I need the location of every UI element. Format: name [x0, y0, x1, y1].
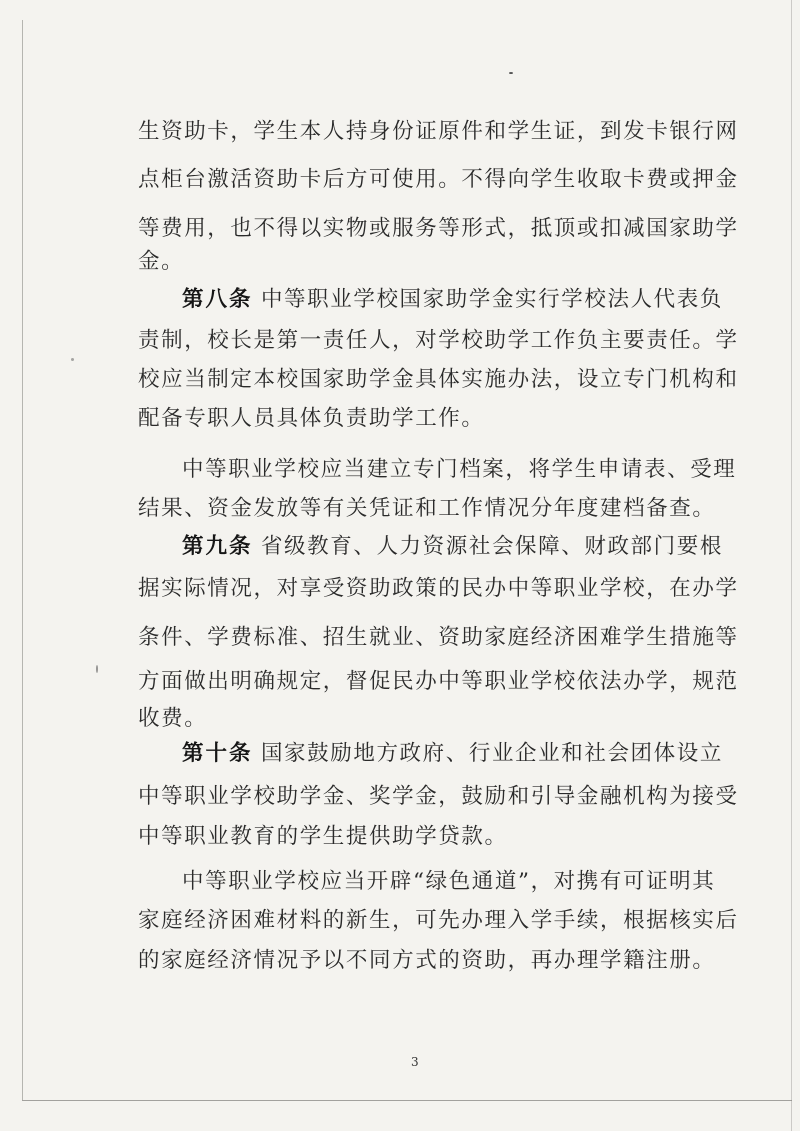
article-label: 第九条: [182, 534, 253, 559]
article-label: 第八条: [182, 287, 253, 312]
text-line: 条件、学费标准、招生就业、资助家庭经济困难学生措施等: [138, 625, 739, 650]
article-label: 第十条: [182, 741, 253, 766]
text-line: 责制，校长是第一责任人，对学校助学工作负主要责任。学: [138, 328, 739, 353]
text-line: 结果、资金发放等有关凭证和工作情况分年度建档备查。: [138, 496, 716, 521]
text-line: 中等职业学校助学金、奖学金，鼓励和引导金融机构为接受: [138, 784, 739, 809]
text-line: 金。: [138, 249, 185, 274]
text-line: 收费。: [138, 706, 208, 731]
text-line: 的家庭经济情况予以不同方式的资助，再办理学籍注册。: [138, 948, 716, 973]
text-line: 等费用，也不得以实物或服务等形式，抵顶或扣减国家助学: [138, 216, 739, 241]
scan-edge-left: [22, 20, 23, 1100]
text-line: 家庭经济困难材料的新生，可先办理入学手续，根据核实后: [138, 908, 739, 933]
text-line: 配备专职人员具体负责助学工作。: [138, 406, 485, 431]
text-line: 生资助卡，学生本人持身份证原件和学生证，到发卡银行网: [138, 119, 739, 144]
scan-edge-right: [791, 0, 792, 1131]
text-line: 校应当制定本校国家助学金具体实施办法，设立专门机构和: [138, 367, 739, 392]
text-line: 据实际情况，对享受资助政策的民办中等职业学校，在办学: [138, 576, 739, 601]
article-9-line: 第九条 省级教育、人力资源社会保障、财政部门要根: [182, 534, 723, 559]
page-number: 3: [411, 1055, 419, 1069]
text-line: 中等职业教育的学生提供助学贷款。: [138, 824, 508, 849]
scan-speck: [509, 72, 513, 74]
text-line: 方面做出明确规定，督促民办中等职业学校依法办学，规范: [138, 669, 739, 694]
scan-speck: [96, 665, 98, 673]
article-8-line: 第八条 中等职业学校国家助学金实行学校法人代表负: [182, 287, 723, 312]
text-line: 点柜台激活资助卡后方可使用。不得向学生收取卡费或押金: [138, 167, 739, 192]
text-line: 中等职业学校应当建立专门档案，将学生申请表、受理: [182, 457, 737, 482]
scan-edge-bottom: [22, 1100, 792, 1101]
article-10-line: 第十条 国家鼓励地方政府、行业企业和社会团体设立: [182, 741, 723, 766]
text-line: 中等职业学校应当开辟“绿色通道”，对携有可证明其: [182, 869, 716, 894]
scan-speck: [71, 358, 74, 361]
